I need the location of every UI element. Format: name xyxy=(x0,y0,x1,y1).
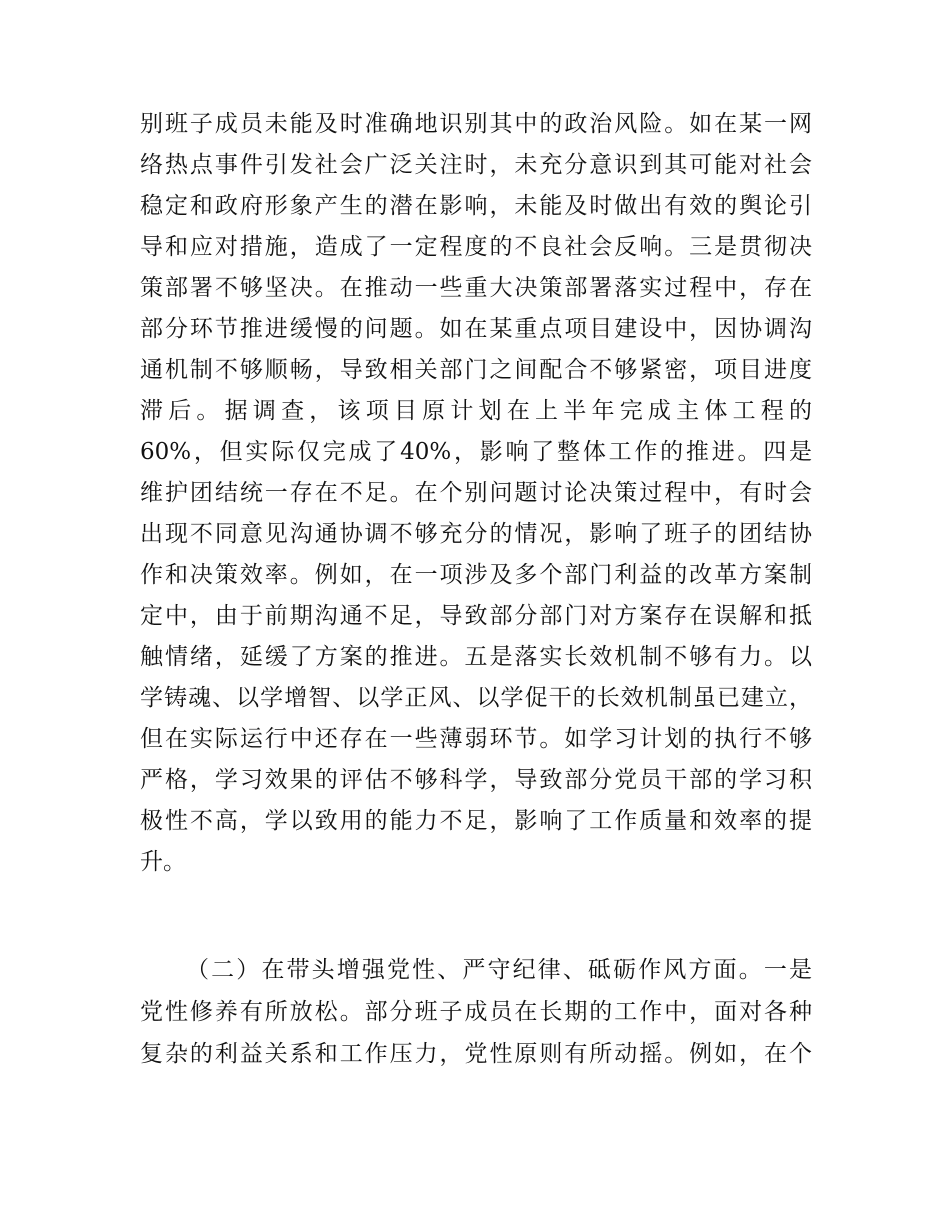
text-line: 复杂的利益关系和工作压力，党性原则有所动摇。例如，在个 xyxy=(140,1041,812,1067)
paragraph-1 xyxy=(140,104,812,883)
text-line: 学铸魂、以学增智、以学正风、以学促干的长效机制虽已建立， xyxy=(140,685,812,711)
text-line: 升。 xyxy=(140,849,186,875)
text-line: 稳定和政府形象产生的潜在影响，未能及时做出有效的舆论引 xyxy=(140,193,812,219)
text-line: 触情绪，延缓了方案的推进。五是落实长效机制不够有力。以 xyxy=(140,644,812,670)
text-line: 作和决策效率。例如，在一项涉及多个部门利益的改革方案制 xyxy=(140,562,812,588)
text-line: 别班子成员未能及时准确地识别其中的政治风险。如在某一网 xyxy=(140,111,812,137)
text-line: （二）在带头增强党性、严守纪律、砥砺作风方面。一是 xyxy=(186,957,812,983)
text-line: 通机制不够顺畅，导致相关部门之间配合不够紧密，项目进度 xyxy=(140,357,812,383)
text-line: 出现不同意见沟通协调不够充分的情况，影响了班子的团结协 xyxy=(140,521,812,547)
text-line: 党性修养有所放松。部分班子成员在长期的工作中，面对各种 xyxy=(140,999,812,1025)
text-line: 但在实际运行中还存在一些薄弱环节。如学习计划的执行不够 xyxy=(140,726,812,752)
paragraph-2 xyxy=(140,949,812,1075)
text-line: 部分环节推进缓慢的问题。如在某重点项目建设中，因协调沟 xyxy=(140,316,812,342)
text-line: 维护团结统一存在不足。在个别问题讨论决策过程中，有时会 xyxy=(140,480,812,506)
text-line: 滞后。据调查，该项目原计划在上半年完成主体工程的 xyxy=(140,398,812,424)
text-line: 极性不高，学以致用的能力不足，影响了工作质量和效率的提 xyxy=(140,808,812,834)
text-line: 严格，学习效果的评估不够科学，导致部分党员干部的学习积 xyxy=(140,767,812,793)
text-line: 60%，但实际仅完成了40%，影响了整体工作的推进。四是 xyxy=(140,439,812,465)
text-line: 导和应对措施，造成了一定程度的不良社会反响。三是贯彻决 xyxy=(140,234,812,260)
text-line: 定中，由于前期沟通不足，导致部分部门对方案存在误解和抵 xyxy=(140,603,812,629)
text-line: 策部署不够坚决。在推动一些重大决策部署落实过程中，存在 xyxy=(140,275,812,301)
text-line: 络热点事件引发社会广泛关注时，未充分意识到其可能对社会 xyxy=(140,152,812,178)
